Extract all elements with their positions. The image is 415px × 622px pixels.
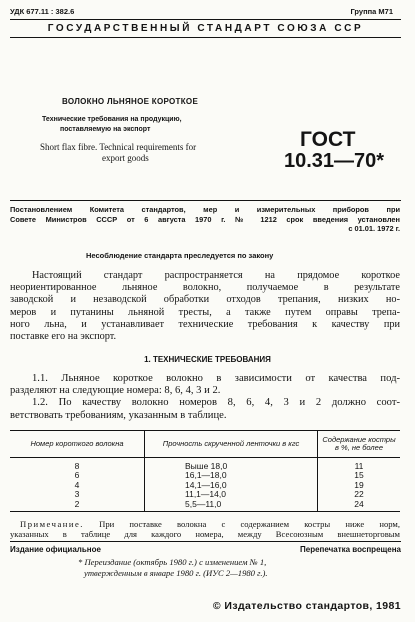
copyright: © Издательство стандартов, 1981 xyxy=(212,600,401,612)
decree-line-2: Совете Министров СССР от 6 августа 1970 г. № 1212 срок введения установлен xyxy=(10,214,400,224)
table-row xyxy=(10,500,400,512)
banner-rule xyxy=(10,37,401,38)
fibre-number: 6 xyxy=(74,470,80,481)
section-heading: 1. ТЕХНИЧЕСКИЕ ТРЕБОВАНИЯ xyxy=(144,355,271,364)
decree-block xyxy=(10,205,400,234)
fibre-strength: 11,1—14,0 xyxy=(145,490,318,499)
fibre-strength: 5,5—11,0 xyxy=(145,500,318,512)
decree-line-1: Постановлением Комитета стандартов, мер и измерительных приборов при xyxy=(10,205,400,214)
fibre-number: 8 xyxy=(74,461,80,471)
shive-content: 24 xyxy=(318,500,401,512)
table-header-row xyxy=(10,431,400,458)
reprint-forbidden: Перепечатка воспрещена xyxy=(300,545,401,554)
reissue-line-1: * Переиздание (октябрь 1980 г.) с изменением № 1, xyxy=(78,557,267,567)
top-rule xyxy=(10,19,401,20)
fibre-number: 2 xyxy=(10,500,145,512)
intro-line: поставке его на экспорт. xyxy=(10,331,117,343)
clause-1-1-line-1: 1.1. Льняное короткое волокно в зависимости от качества под- xyxy=(32,373,400,384)
section-1-text xyxy=(10,373,400,422)
gost-label: ГОСТ xyxy=(300,128,356,151)
column-header-shive: Содержание костры в %, не более xyxy=(318,431,401,458)
note-line-2: указанных в таблице для каждого номера, между Всесоюзным внешнеторговым xyxy=(10,529,400,539)
intro-line: ного льна, и устанавливает технические требования к качеству при xyxy=(10,318,400,330)
fibre-number: 3 xyxy=(74,489,80,500)
clause-1-2-line-1: 1.2. По качеству волокно номеров 8, 6, 4, 3 и 2 должно соот- xyxy=(32,397,400,409)
shive-content: 22 xyxy=(318,490,401,499)
group-code: Группа М71 xyxy=(350,7,393,16)
fibre-number: 4 xyxy=(74,479,80,490)
official-edition: Издание официальное xyxy=(10,545,101,554)
intro-line: неориентированное льняное волокно, получаемое в результате xyxy=(10,282,400,294)
intro-line: заводской и незаводской обработки отходов трепания, низких но- xyxy=(10,294,400,306)
intro-line: меров и путанины льняной тресты, а также путем оправы трепа- xyxy=(10,306,400,318)
fibre-strength: 14,1—16,0 xyxy=(145,481,318,490)
title-ru: ВОЛОКНО ЛЬНЯНОЕ КОРОТКОЕ xyxy=(62,97,199,106)
reissue-note xyxy=(78,557,268,579)
gost-number: 10.31—70* xyxy=(284,150,385,172)
intro-line: Настоящий стандарт распространяется на прядомое короткое xyxy=(32,270,400,281)
note-line-1: При поставке волокна с содержанием костры ниже норм, xyxy=(99,519,400,529)
fibre-strength: 16,1—18,0 xyxy=(145,471,318,480)
clause-1-1-line-2: разделяют на следующие номера: 8, 6, 4, 3 и 2. xyxy=(10,385,221,397)
column-header-strength: Прочность скрученной ленточки в кгс xyxy=(145,431,318,458)
title-ru-sub-1: Технические требования на продукцию, xyxy=(42,116,182,123)
shive-content: 11 xyxy=(318,458,401,472)
reissue-line-2: утвержденным в январе 1980 г. (ИУС 2—1980 г.). xyxy=(84,568,268,578)
shive-content: 19 xyxy=(318,481,401,490)
footer-rule xyxy=(10,541,401,542)
title-rule xyxy=(10,200,401,201)
state-standard-banner: ГОСУДАРСТВЕННЫЙ СТАНДАРТ СОЮЗА ССР xyxy=(47,23,364,34)
table-note xyxy=(10,519,400,539)
udk-code: УДК 677.11 : 382.6 xyxy=(10,7,75,16)
title-ru-sub-2: поставляемую на экспорт xyxy=(60,126,151,133)
shive-content: 15 xyxy=(318,471,401,480)
intro-paragraph xyxy=(10,270,400,343)
note-label: Примечание. xyxy=(20,519,84,529)
fibre-strength: Выше 18,0 xyxy=(145,458,318,472)
requirements-table xyxy=(10,430,400,512)
title-en-2: export goods xyxy=(102,153,149,163)
title-en-1: Short flax fibre. Technical requirements for xyxy=(40,142,197,152)
decree-line-3: с 01.01. 1972 г. xyxy=(348,224,400,233)
legal-notice: Несоблюдение стандарта преследуется по закону xyxy=(86,251,274,260)
clause-1-2-line-2: ветствовать требованиям, указанным в таблице. xyxy=(10,409,227,421)
column-header-number: Номер короткого волокна xyxy=(10,431,145,458)
table-row xyxy=(10,458,400,472)
